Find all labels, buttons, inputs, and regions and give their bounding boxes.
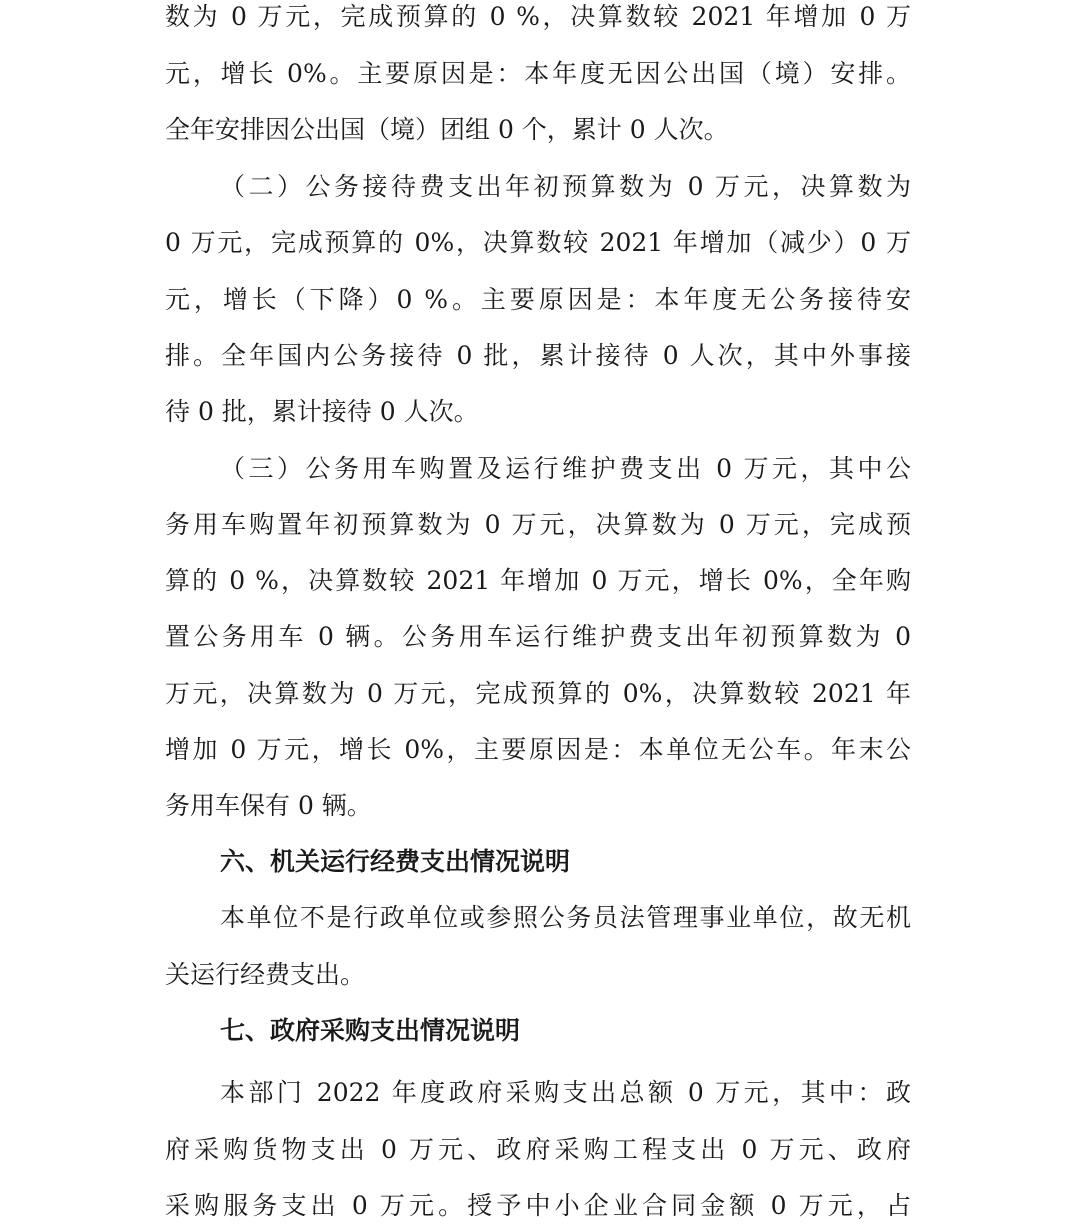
paragraph-line: 务用车购置年初预算数为 0 万元，决算数为 0 万元，完成预 — [165, 510, 911, 539]
paragraph-line: 务用车保有 0 辆。 — [165, 791, 372, 820]
paragraph-line: 元，增长 0%。主要原因是：本年度无因公出国（境）安排。 — [165, 59, 911, 88]
paragraph-line: 置公务用车 0 辆。公务用车运行维护费支出年初预算数为 0 — [165, 622, 911, 651]
paragraph-line: 元，增长（下降）0 %。主要原因是：本年度无公务接待安 — [165, 285, 911, 314]
paragraph-line: 排。全年国内公务接待 0 批，累计接待 0 人次，其中外事接 — [165, 341, 911, 370]
paragraph-line: 数为 0 万元，完成预算的 0 %，决算数较 2021 年增加 0 万 — [165, 2, 911, 31]
paragraph-line: 全年安排因公出国（境）团组 0 个，累计 0 人次。 — [165, 115, 729, 144]
paragraph-line: 0 万元，完成预算的 0%，决算数较 2021 年增加（减少）0 万 — [165, 228, 911, 257]
paragraph-line: 增加 0 万元，增长 0%，主要原因是：本单位无公车。年末公 — [165, 735, 911, 764]
paragraph-line: 本部门 2022 年度政府采购支出总额 0 万元，其中：政 — [220, 1078, 911, 1107]
paragraph-line: 本单位不是行政单位或参照公务员法管理事业单位，故无机 — [220, 903, 911, 932]
section-heading: 六、机关运行经费支出情况说明 — [220, 847, 571, 876]
paragraph-line: （三）公务用车购置及运行维护费支出 0 万元，其中公 — [220, 454, 911, 483]
paragraph-line: 万元，决算数为 0 万元，完成预算的 0%，决算数较 2021 年 — [165, 679, 911, 708]
paragraph-line: 待 0 批，累计接待 0 人次。 — [165, 397, 479, 426]
paragraph-line: 府采购货物支出 0 万元、政府采购工程支出 0 万元、政府 — [165, 1135, 911, 1164]
paragraph-line: 采购服务支出 0 万元。授予中小企业合同金额 0 万元，占 — [165, 1191, 911, 1220]
section-heading: 七、政府采购支出情况说明 — [220, 1016, 521, 1045]
paragraph-line: 算的 0 %，决算数较 2021 年增加 0 万元，增长 0%，全年购 — [165, 566, 911, 595]
paragraph-line: 关运行经费支出。 — [165, 960, 366, 989]
paragraph-line: （二）公务接待费支出年初预算数为 0 万元，决算数为 — [220, 172, 911, 201]
